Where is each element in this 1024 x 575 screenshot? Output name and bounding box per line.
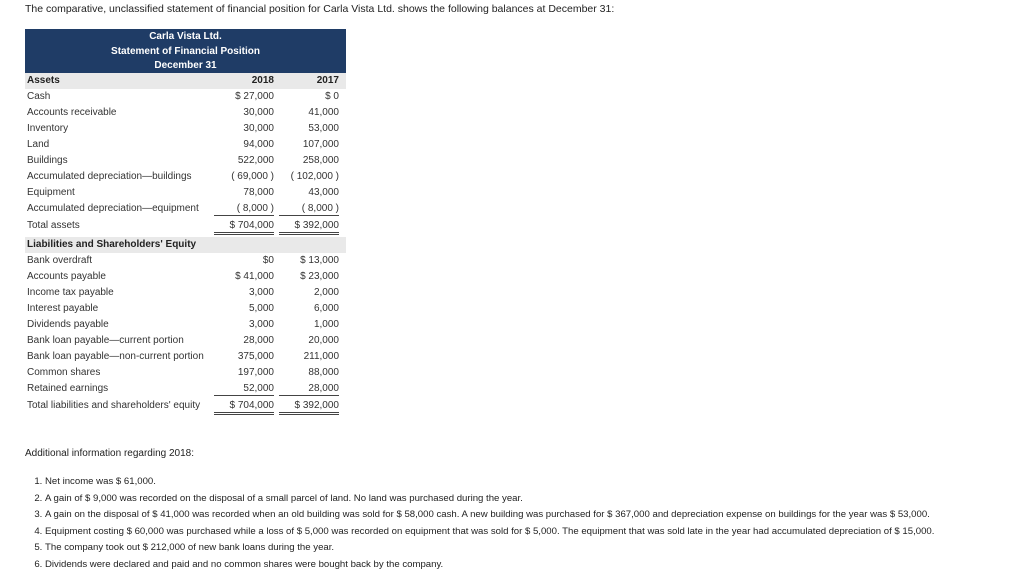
table-row	[25, 285, 346, 301]
value-2018: 197,000	[237, 367, 274, 378]
table-row	[25, 89, 346, 105]
value-2018: 94,000	[243, 139, 274, 150]
list-item: 1. Net income was $ 61,000.	[45, 474, 1024, 491]
row-label: Total assets	[27, 220, 80, 231]
value-2018: $ 704,000	[214, 219, 274, 235]
value-2018: $ 704,000	[214, 399, 274, 415]
value-2018: 3,000	[248, 319, 274, 330]
row-label: Common shares	[27, 367, 101, 378]
value-2017: 20,000	[308, 335, 339, 346]
row-label: Accumulated depreciation—buildings	[27, 171, 192, 182]
value-2017: 6,000	[313, 303, 339, 314]
value-2017: $ 23,000	[300, 271, 339, 282]
table-row	[25, 365, 346, 381]
value-2018: 30,000	[243, 107, 274, 118]
statement-title: Statement of Financial Position	[111, 45, 260, 57]
assets-heading-row	[25, 73, 346, 89]
value-2017: 258,000	[302, 155, 339, 166]
value-2017: 41,000	[308, 107, 339, 118]
list-item: 6. Dividends were declared and paid and no common shares were bought back by the company.	[45, 557, 1024, 574]
table-row	[25, 121, 346, 137]
value-2017: $ 0	[325, 91, 339, 102]
statement-header	[25, 29, 346, 73]
liabilities-heading: Liabilities and Shareholders' Equity	[27, 239, 197, 250]
table-row	[25, 333, 346, 349]
total-assets-row	[25, 218, 346, 234]
value-2017: $ 392,000	[279, 399, 339, 415]
value-2017: 88,000	[308, 367, 339, 378]
intro-text: The comparative, unclassified statement of financial position for Carla Vista Ltd. shows the following balances at December 31:	[25, 3, 615, 15]
table-row	[25, 253, 346, 269]
value-2018: $ 27,000	[235, 91, 274, 102]
value-2017: 107,000	[302, 139, 339, 150]
value-2018: 3,000	[248, 287, 274, 298]
row-label: Interest payable	[27, 303, 99, 314]
row-label: Land	[27, 139, 50, 150]
value-2018: 78,000	[243, 187, 274, 198]
value-2017: 53,000	[308, 123, 339, 134]
value-2017: 28,000	[279, 382, 339, 396]
row-label: Accounts payable	[27, 271, 106, 282]
list-item: 2. A gain of $ 9,000 was recorded on the disposal of a small parcel of land. No land was purchased during the year.	[45, 491, 1024, 508]
value-2018: 28,000	[243, 335, 274, 346]
company-name: Carla Vista Ltd.	[149, 31, 222, 42]
liabilities-heading-row	[25, 237, 346, 253]
row-label: Dividends payable	[27, 319, 109, 330]
value-2018: ( 69,000 )	[231, 171, 274, 182]
value-2017: ( 8,000 )	[279, 202, 339, 216]
year-2018-header: 2018	[251, 75, 274, 86]
value-2017: $ 392,000	[279, 219, 339, 235]
table-row	[25, 105, 346, 121]
list-item: 5. The company took out $ 212,000 of new bank loans during the year.	[45, 540, 1024, 557]
value-2017: ( 102,000 )	[290, 171, 339, 182]
row-label: Buildings	[27, 155, 68, 166]
year-2017-header: 2017	[316, 75, 339, 86]
table-row	[25, 169, 346, 185]
value-2018: 522,000	[237, 155, 274, 166]
table-row	[25, 269, 346, 285]
row-label: Bank loan payable—current portion	[27, 335, 184, 346]
list-item: 3. A gain on the disposal of $ 41,000 was recorded when an old building was sold for $ 58,000 cash. A new building was purchased for $ 367,000 and depreciation expense on buildings for the year was $ 53,000.	[45, 507, 1024, 524]
table-row	[25, 185, 346, 201]
additional-info-heading: Additional information regarding 2018:	[25, 448, 194, 459]
row-label: Cash	[27, 91, 51, 102]
table-row	[25, 301, 346, 317]
value-2018: 375,000	[237, 351, 274, 362]
table-row	[25, 153, 346, 169]
value-2017: 1,000	[313, 319, 339, 330]
value-2018: $ 41,000	[235, 271, 274, 282]
table-row	[25, 381, 346, 397]
row-label: Accounts receivable	[27, 107, 117, 118]
value-2018: ( 8,000 )	[214, 202, 274, 216]
table-row	[25, 201, 346, 217]
row-label: Inventory	[27, 123, 69, 134]
row-label: Total liabilities and shareholders' equity	[27, 400, 201, 411]
value-2018: 30,000	[243, 123, 274, 134]
table-row	[25, 317, 346, 333]
value-2017: 43,000	[308, 187, 339, 198]
row-label: Accumulated depreciation—equipment	[27, 203, 199, 214]
value-2018: 52,000	[214, 382, 274, 396]
value-2017: 211,000	[303, 351, 339, 362]
row-label: Bank overdraft	[27, 255, 93, 266]
row-label: Retained earnings	[27, 383, 109, 394]
value-2018: $0	[262, 255, 274, 266]
value-2018: 5,000	[248, 303, 274, 314]
statement-date: December 31	[154, 60, 217, 71]
table-row	[25, 349, 346, 365]
assets-heading: Assets	[27, 75, 60, 86]
row-label: Equipment	[27, 187, 75, 198]
row-label: Bank loan payable—non-current portion	[27, 351, 204, 362]
value-2017: 2,000	[313, 287, 339, 298]
table-row	[25, 137, 346, 153]
list-item: 4. Equipment costing $ 60,000 was purchased while a loss of $ 5,000 was recorded on equipment that was sold for $ 5,000. The equipment that was sold late in the year had accumulated depreciation of $ 15,000.	[45, 524, 1024, 541]
row-label: Income tax payable	[27, 287, 114, 298]
total-liabilities-equity-row	[25, 398, 346, 414]
value-2017: $ 13,000	[300, 255, 339, 266]
additional-info-list	[25, 474, 1024, 573]
